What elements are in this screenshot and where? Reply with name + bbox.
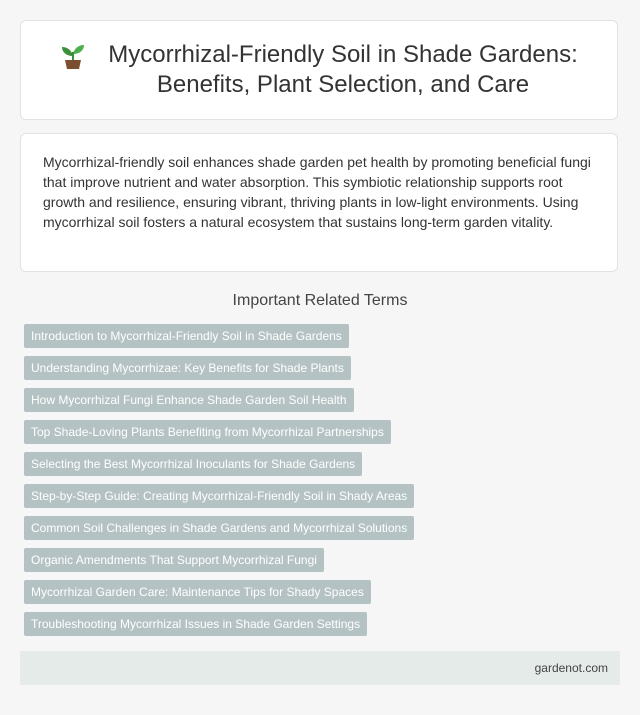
related-term-tag[interactable]: Top Shade-Loving Plants Benefiting from Mycorrhizal Partnerships	[24, 420, 391, 444]
footer	[20, 651, 620, 685]
related-term-tag[interactable]: Introduction to Mycorrhizal-Friendly Soil in Shade Gardens	[24, 324, 349, 348]
title-wrap	[60, 40, 578, 100]
related-terms-list	[24, 324, 624, 644]
page-title: Mycorrhizal-Friendly Soil in Shade Gardens: Benefits, Plant Selection, and Care	[108, 41, 578, 98]
summary-card	[20, 133, 618, 272]
related-term-tag[interactable]: Mycorrhizal Garden Care: Maintenance Tips for Shady Spaces	[24, 580, 371, 604]
related-term-tag[interactable]: Step-by-Step Guide: Creating Mycorrhizal-Friendly Soil in Shady Areas	[24, 484, 414, 508]
related-term-tag[interactable]: Selecting the Best Mycorrhizal Inoculants for Shade Gardens	[24, 452, 362, 476]
related-term-tag[interactable]: Understanding Mycorrhizae: Key Benefits for Shade Plants	[24, 356, 351, 380]
related-terms-heading: Important Related Terms	[232, 292, 408, 309]
summary-text: Mycorrhizal-friendly soil enhances shade garden pet health by promoting beneficial fungi that improve nutrient and water absorption. This symbiotic relationship supports root growth and resilience, ensuring vibrant, thriving plants in low-light environments. Using mycorrhizal soil fosters a natural ecosystem that sustains long-term garden vitality.	[43, 154, 591, 230]
sprout-icon	[60, 42, 86, 70]
footer-site-link[interactable]: gardenot.com	[534, 661, 608, 675]
related-term-tag[interactable]: Common Soil Challenges in Shade Gardens and Mycorrhizal Solutions	[24, 516, 414, 540]
related-term-tag[interactable]: Organic Amendments That Support Mycorrhizal Fungi	[24, 548, 324, 572]
title-card	[20, 20, 618, 120]
related-term-tag[interactable]: How Mycorrhizal Fungi Enhance Shade Garden Soil Health	[24, 388, 354, 412]
related-term-tag[interactable]: Troubleshooting Mycorrhizal Issues in Shade Garden Settings	[24, 612, 367, 636]
